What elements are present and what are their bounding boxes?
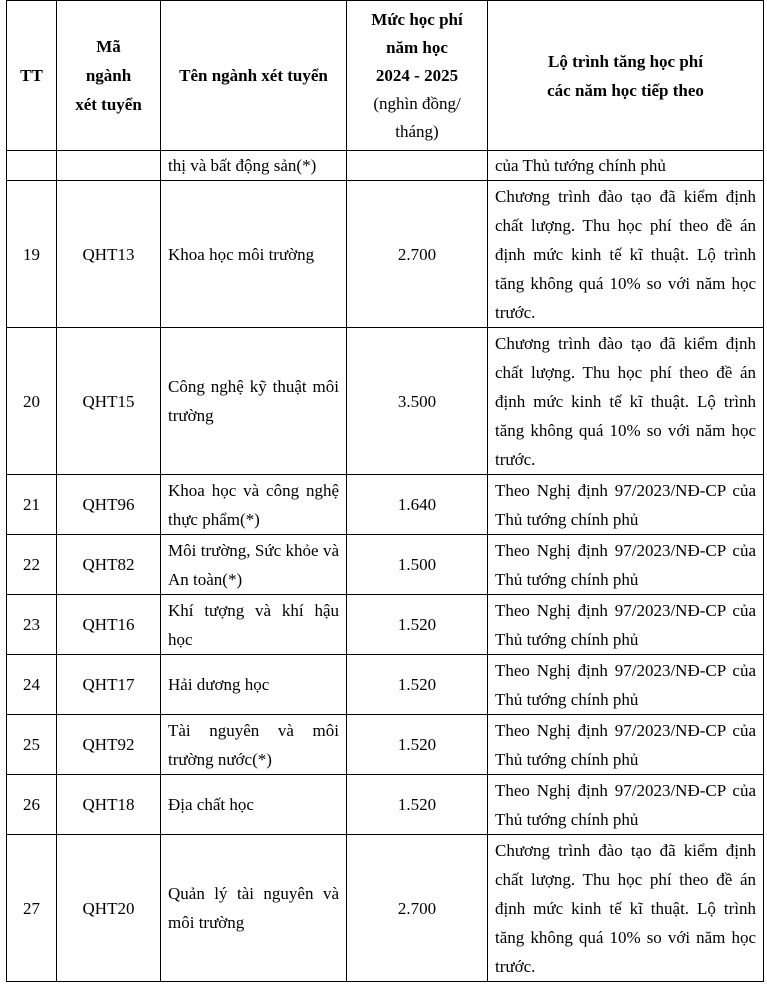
row-code: QHT82 — [57, 535, 161, 595]
tuition-fee-table — [6, 0, 764, 982]
row-fee: 1.520 — [347, 655, 488, 715]
table-row — [7, 475, 764, 535]
row-tt: 20 — [7, 328, 57, 475]
header-code — [57, 1, 161, 151]
header-fee-line1: Mức học phí — [371, 9, 463, 29]
row-tt: 26 — [7, 775, 57, 835]
row-roadmap: của Thủ tướng chính phủ — [488, 151, 764, 181]
header-code-line2: ngành — [85, 66, 132, 85]
row-roadmap: Chương trình đào tạo đã kiểm định chất lượng. Thu học phí theo đề án định mức kinh tế kĩ thuật. Lộ trình tăng không quá 10% so với năm học trước. — [488, 835, 764, 982]
table-row — [7, 655, 764, 715]
row-major: Môi trường, Sức khỏe và An toàn(*) — [161, 535, 347, 595]
row-fee — [347, 151, 488, 181]
row-code: QHT15 — [57, 328, 161, 475]
row-tt: 27 — [7, 835, 57, 982]
header-fee-line5: tháng) — [395, 121, 439, 141]
row-roadmap: Theo Nghị định 97/2023/NĐ-CP của Thủ tướng chính phủ — [488, 775, 764, 835]
header-code-line1: Mã — [96, 37, 121, 56]
header-fee-line2: năm học — [386, 37, 448, 57]
table-header-row — [7, 1, 764, 151]
row-major: Khí tượng và khí hậu học — [161, 595, 347, 655]
table-row — [7, 151, 764, 181]
row-code: QHT96 — [57, 475, 161, 535]
row-roadmap: Theo Nghị định 97/2023/NĐ-CP của Thủ tướng chính phủ — [488, 535, 764, 595]
table-row — [7, 775, 764, 835]
row-major: Quản lý tài nguyên và môi trường — [161, 835, 347, 982]
header-fee-line3: 2024 - 2025 — [375, 65, 459, 85]
table-row — [7, 595, 764, 655]
header-fee-line4: (nghìn đồng/ — [373, 93, 461, 113]
table-row — [7, 835, 764, 982]
row-roadmap: Chương trình đào tạo đã kiểm định chất lượng. Thu học phí theo đề án định mức kinh tế kĩ thuật. Lộ trình tăng không quá 10% so với năm học trước. — [488, 328, 764, 475]
header-roadmap-line2: các năm học tiếp theo — [547, 80, 704, 100]
row-code: QHT18 — [57, 775, 161, 835]
header-tt: TT — [7, 1, 57, 151]
table-row — [7, 328, 764, 475]
row-fee: 1.520 — [347, 715, 488, 775]
row-fee: 1.640 — [347, 475, 488, 535]
table-row — [7, 181, 764, 328]
row-fee: 2.700 — [347, 835, 488, 982]
row-tt: 25 — [7, 715, 57, 775]
row-code: QHT16 — [57, 595, 161, 655]
row-major: Địa chất học — [161, 775, 347, 835]
row-code: QHT20 — [57, 835, 161, 982]
row-code: QHT92 — [57, 715, 161, 775]
table-row — [7, 715, 764, 775]
row-fee: 1.520 — [347, 775, 488, 835]
row-tt: 23 — [7, 595, 57, 655]
row-tt — [7, 151, 57, 181]
row-fee: 1.520 — [347, 595, 488, 655]
row-fee: 1.500 — [347, 535, 488, 595]
row-major: Khoa học môi trường — [161, 181, 347, 328]
row-major: Công nghệ kỹ thuật môi trường — [161, 328, 347, 475]
row-roadmap: Theo Nghị định 97/2023/NĐ-CP của Thủ tướng chính phủ — [488, 475, 764, 535]
row-roadmap: Theo Nghị định 97/2023/NĐ-CP của Thủ tướng chính phủ — [488, 655, 764, 715]
row-major: Tài nguyên và môi trường nước(*) — [161, 715, 347, 775]
header-roadmap-line1: Lộ trình tăng học phí — [548, 51, 703, 71]
table-row — [7, 535, 764, 595]
row-major: Khoa học và công nghệ thực phẩm(*) — [161, 475, 347, 535]
row-code: QHT17 — [57, 655, 161, 715]
row-tt: 24 — [7, 655, 57, 715]
row-tt: 19 — [7, 181, 57, 328]
row-roadmap: Theo Nghị định 97/2023/NĐ-CP của Thủ tướng chính phủ — [488, 715, 764, 775]
header-major: Tên ngành xét tuyển — [161, 1, 347, 151]
row-fee: 3.500 — [347, 328, 488, 475]
row-tt: 21 — [7, 475, 57, 535]
row-tt: 22 — [7, 535, 57, 595]
row-code: QHT13 — [57, 181, 161, 328]
row-major: Hải dương học — [161, 655, 347, 715]
header-code-line3: xét tuyển — [75, 95, 142, 114]
row-fee: 2.700 — [347, 181, 488, 328]
row-major: thị và bất động sản(*) — [161, 151, 347, 181]
row-code — [57, 151, 161, 181]
header-fee — [347, 1, 488, 151]
header-roadmap — [488, 1, 764, 151]
row-roadmap: Theo Nghị định 97/2023/NĐ-CP của Thủ tướng chính phủ — [488, 595, 764, 655]
row-roadmap: Chương trình đào tạo đã kiểm định chất lượng. Thu học phí theo đề án định mức kinh tế kĩ thuật. Lộ trình tăng không quá 10% so với năm học trước. — [488, 181, 764, 328]
